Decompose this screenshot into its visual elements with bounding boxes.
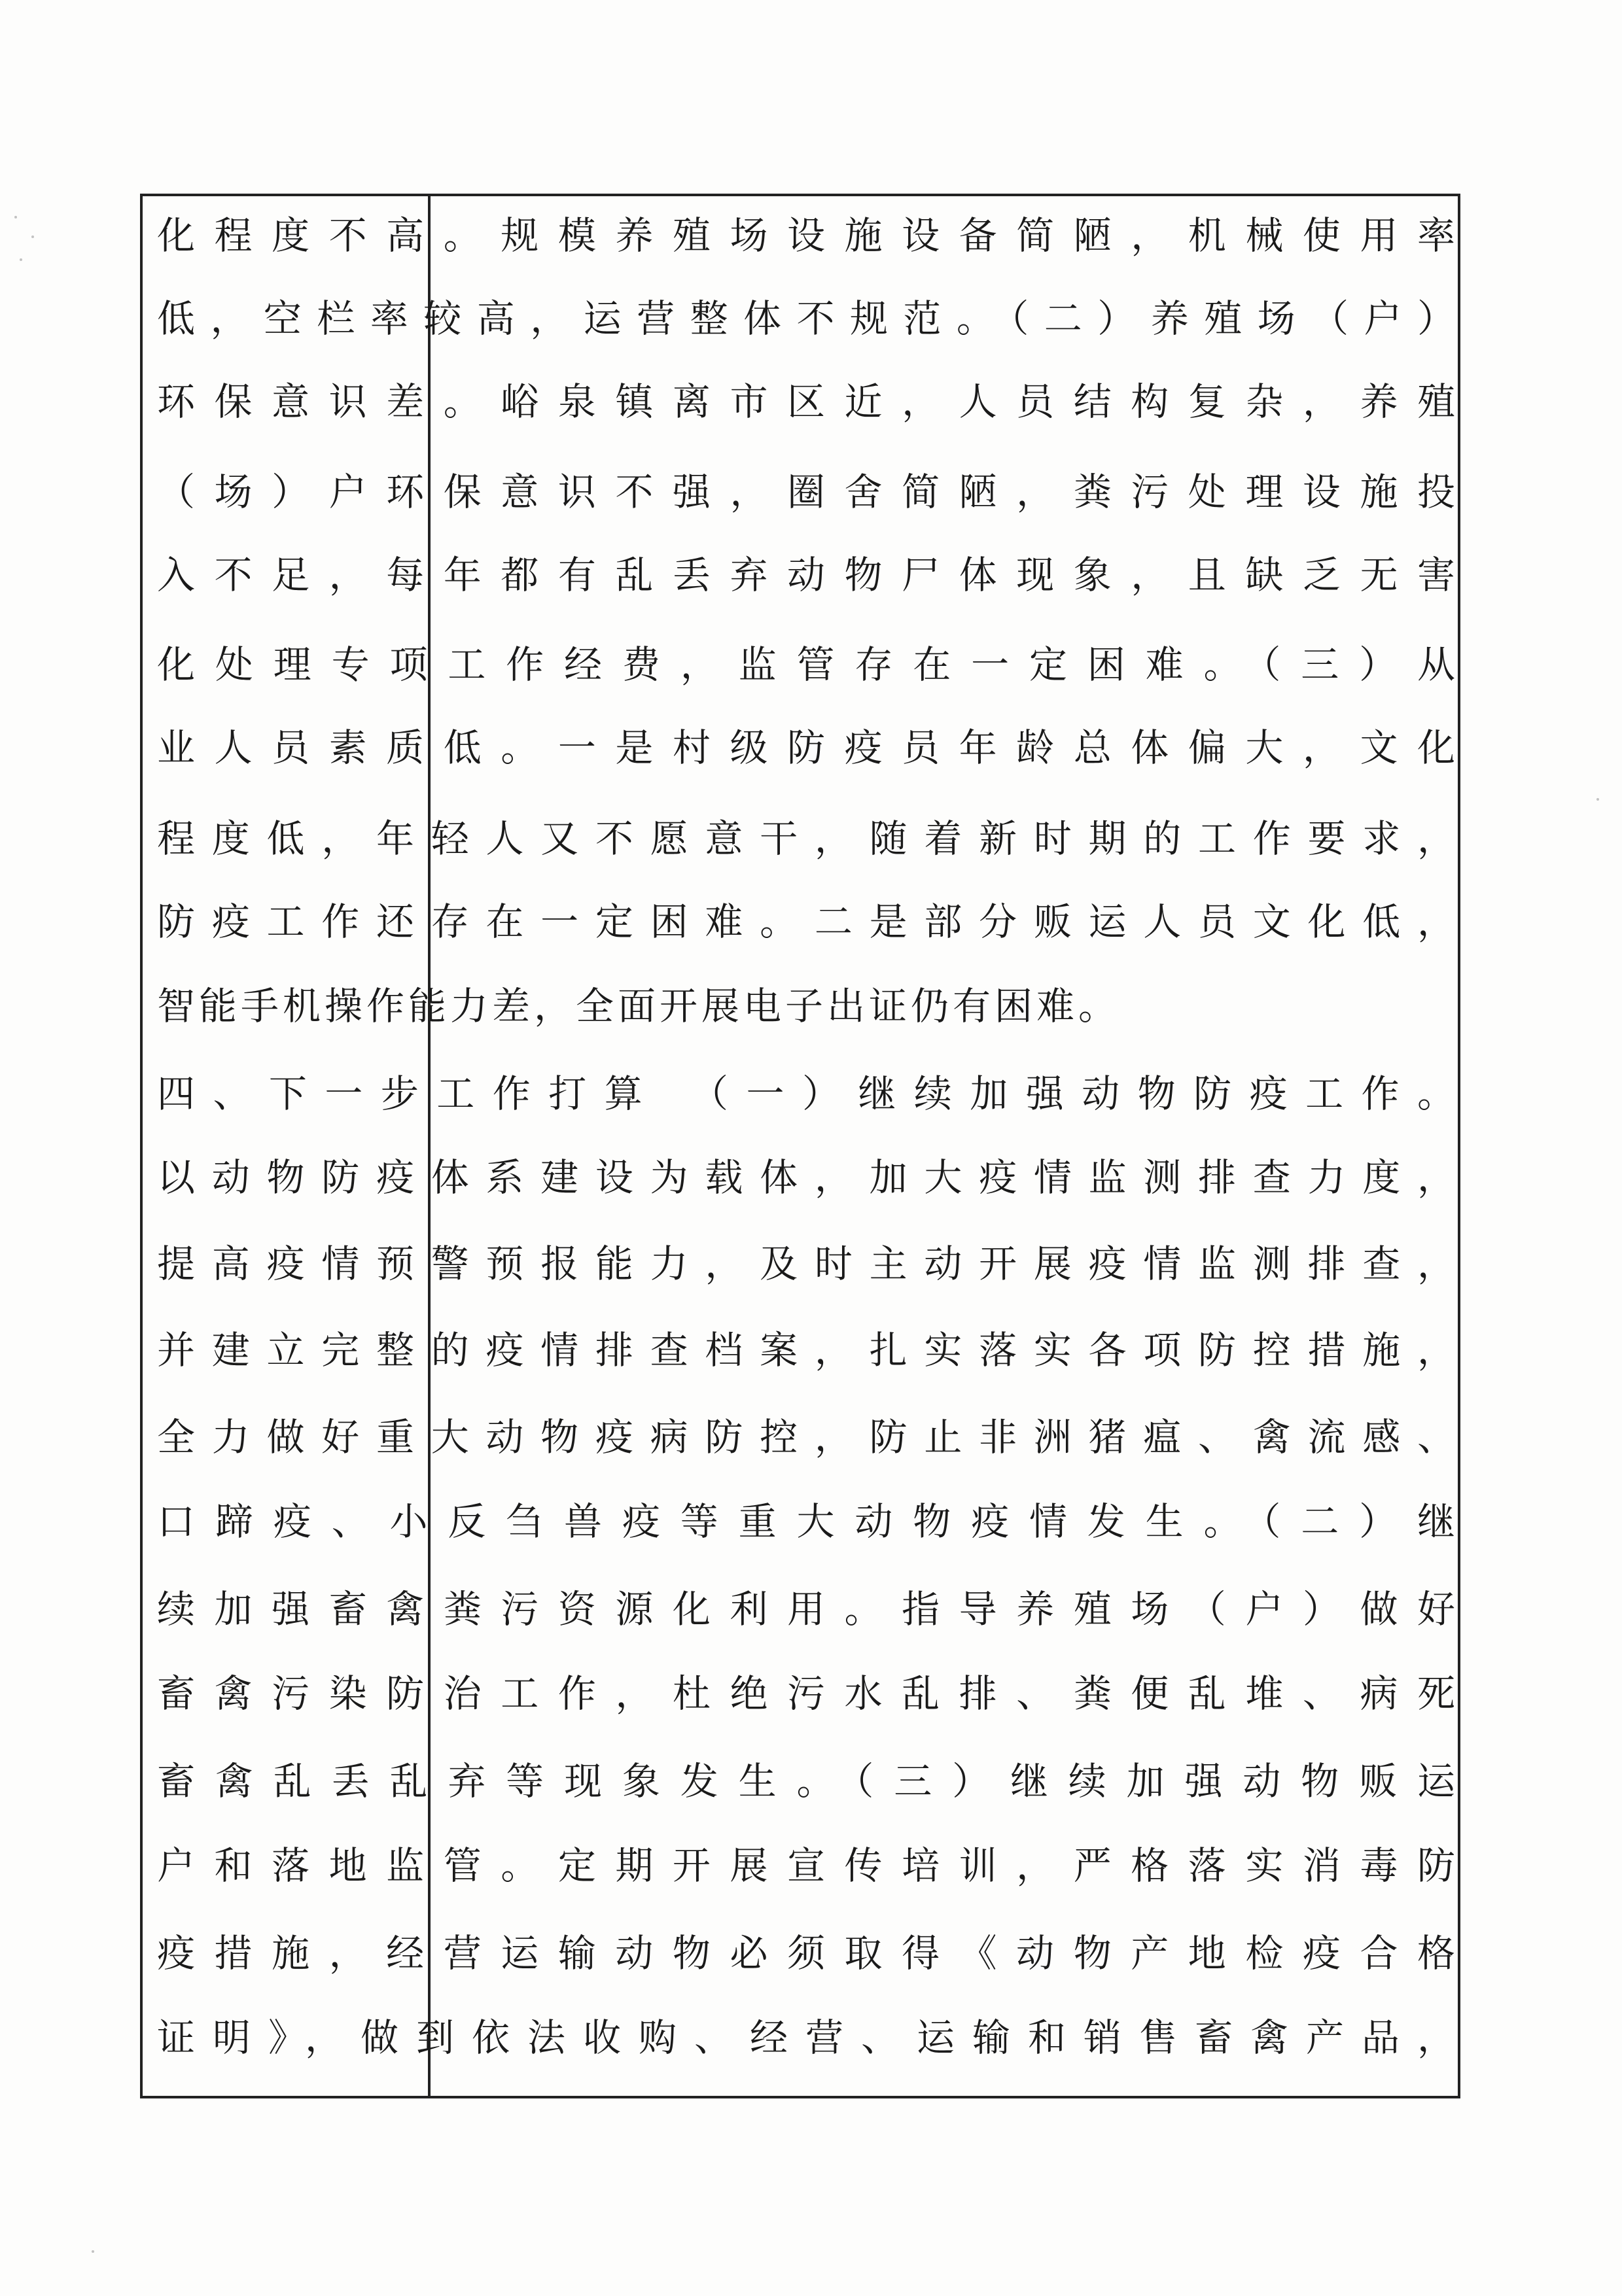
text-line: 提高疫情预警预报能力，及时主动开展疫情监测排查， (157, 1242, 1459, 1286)
scan-speck (14, 216, 17, 218)
text-line: 畜禽乱丢乱弃等现象发生。（三）继续加强动物贩运 (157, 1759, 1459, 1803)
text-line: 环保意识差。峪泉镇离市区近，人员结构复杂，养殖 (157, 379, 1459, 424)
text-line: 口蹄疫、小反刍兽疫等重大动物疫情发生。（二）继 (157, 1499, 1459, 1544)
text-line: 全力做好重大动物疫病防控，防止非洲猪瘟、禽流感、 (157, 1415, 1459, 1459)
scan-speck (1596, 798, 1599, 801)
scan-speck (31, 235, 34, 238)
text-line: 智能手机操作能力差，全面开展电子出证仍有困难。 (157, 984, 1121, 1028)
text-line: 业人员素质低。一是村级防疫员年龄总体偏大，文化 (157, 725, 1459, 770)
text-line: 以动物防疫体系建设为载体，加大疫情监测排查力度， (157, 1155, 1459, 1200)
text-line: 化处理专项工作经费，监管存在一定困难。（三）从 (157, 642, 1459, 687)
scan-speck (20, 258, 22, 261)
text-line: 化程度不高。规模养殖场设施设备简陋，机械使用率 (157, 213, 1459, 258)
text-line: 并建立完整的疫情排查档案，扎实落实各项防控措施， (157, 1328, 1459, 1372)
text-line: 续加强畜禽粪污资源化利用。指导养殖场（户）做好 (157, 1587, 1459, 1631)
text-line: 低，空栏率较高，运营整体不规范。（二）养殖场（户） (157, 296, 1459, 341)
text-line: 疫措施，经营运输动物必须取得《动物产地检疫合格 (157, 1931, 1459, 1975)
text-line: 四、下一步工作打算 （一）继续加强动物防疫工作。 (157, 1071, 1459, 1116)
text-line: 程度低，年轻人又不愿意干，随着新时期的工作要求， (157, 816, 1459, 861)
text-line: 证明》，做到依法收购、经营、运输和销售畜禽产品， (157, 2015, 1459, 2060)
text-line: 户和落地监管。定期开展宣传培训，严格落实消毒防 (157, 1843, 1459, 1888)
text-line: （场）户环保意识不强，圈舍简陋，粪污处理设施投 (157, 470, 1459, 514)
text-line: 畜禽污染防治工作，杜绝污水乱排、粪便乱堆、病死 (157, 1671, 1459, 1716)
scan-speck (92, 2250, 94, 2253)
text-line: 防疫工作还存在一定困难。二是部分贩运人员文化低， (157, 899, 1459, 944)
text-line: 入不足，每年都有乱丢弃动物尸体现象，且缺乏无害 (157, 553, 1459, 597)
